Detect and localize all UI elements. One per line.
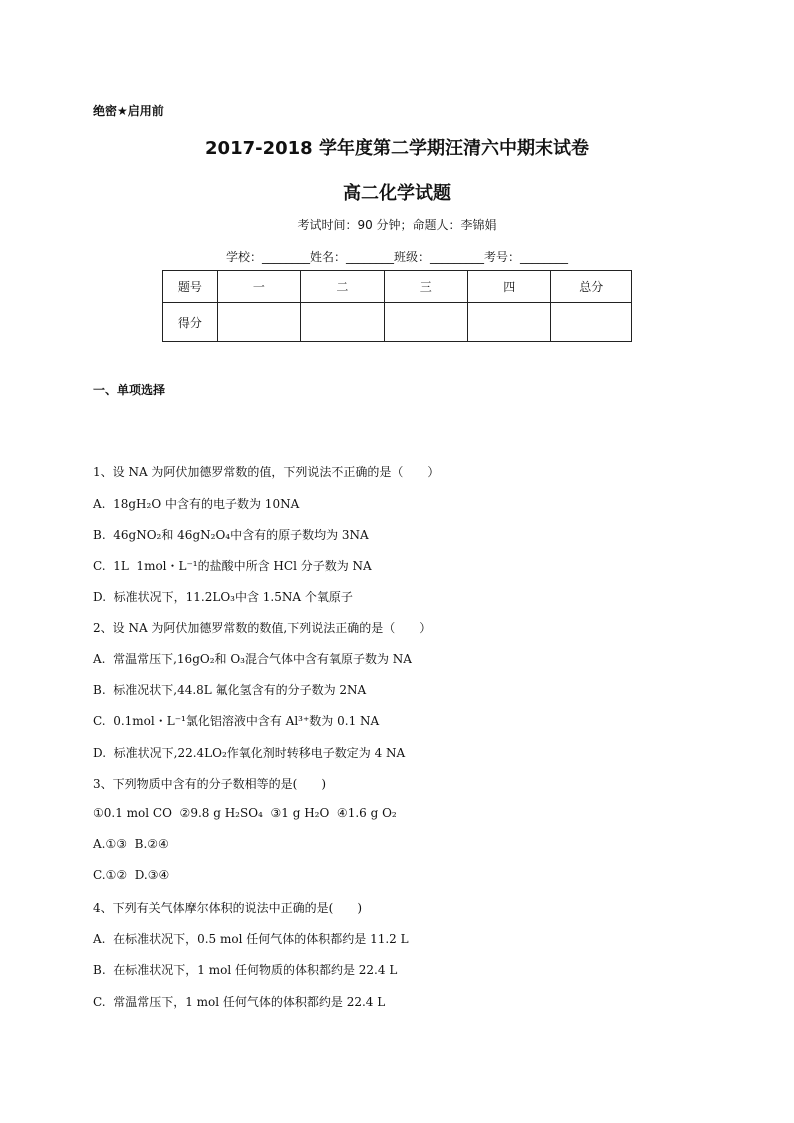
score-cell xyxy=(551,303,632,342)
question-line: B. 在标准状况下，1 mol 任何物质的体积都约是 22.4 L xyxy=(93,963,398,977)
question-line: C. 0.1mol・L⁻¹氯化铝溶液中含有 Al³⁺数为 0.1 NA xyxy=(93,714,380,728)
score-cell xyxy=(468,303,551,342)
score-header-cell: 总分 xyxy=(551,271,632,303)
question-line: D. 标准状况下，11.2LO₃中含 1.5NA 个氧原子 xyxy=(93,590,353,604)
score-header-cell: 题号 xyxy=(163,271,218,303)
question-line: C. 常温常压下，1 mol 任何气体的体积都约是 22.4 L xyxy=(93,995,386,1009)
score-header-cell: 一 xyxy=(217,271,300,303)
question-line: 1、设 NA 为阿伏加德罗常数的值，下列说法不正确的是（ ） xyxy=(93,465,440,479)
score-header-cell: 二 xyxy=(301,271,384,303)
score-header-cell: 三 xyxy=(384,271,467,303)
score-header-cell: 四 xyxy=(468,271,551,303)
question-line: C.①② D.③④ xyxy=(93,868,170,882)
score-table-header-row xyxy=(163,271,632,303)
question-line: 2、设 NA 为阿伏加德罗常数的数值,下列说法正确的是（ ） xyxy=(93,621,432,635)
exam-title: 2017-2018 学年度第二学期汪清六中期末试卷 xyxy=(205,138,589,159)
student-info-fields: 学校：________姓名：________班级：_________考号：________ xyxy=(225,250,568,264)
score-cell xyxy=(301,303,384,342)
question-line: B. 46gNO₂和 46gN₂O₄中含有的原子数均为 3NA xyxy=(93,528,369,542)
question-line: A. 常温常压下,16gO₂和 O₃混合气体中含有氧原子数为 NA xyxy=(93,652,412,666)
question-line: A. 18gH₂O 中含有的电子数为 10NA xyxy=(93,497,300,511)
question-line: 3、下列物质中含有的分子数相等的是( ) xyxy=(93,777,326,791)
score-table xyxy=(162,270,632,342)
question-line: ①0.1 mol CO ②9.8 g H₂SO₄ ③1 g H₂O ④1.6 g O₂ xyxy=(93,806,397,820)
score-cell xyxy=(384,303,467,342)
score-row-label: 得分 xyxy=(163,303,218,342)
question-line: C. 1L 1mol・L⁻¹的盐酸中所含 HCl 分子数为 NA xyxy=(93,559,372,573)
question-line: B. 标准况状下,44.8L 氟化氢含有的分子数为 2NA xyxy=(93,683,367,697)
question-line: A.①③ B.②④ xyxy=(93,837,169,851)
score-table-score-row xyxy=(163,303,632,342)
section-title: 一、单项选择 xyxy=(93,383,166,397)
exam-subtitle: 高二化学试题 xyxy=(343,183,451,204)
exam-info: 考试时间：90 分钟；命题人：李锦娟 xyxy=(297,218,497,232)
confidential-label: 绝密★启用前 xyxy=(93,104,164,118)
question-line: 4、下列有关气体摩尔体积的说法中正确的是( ) xyxy=(93,901,362,915)
question-line: D. 标准状况下,22.4LO₂作氧化剂时转移电子数定为 4 NA xyxy=(93,746,406,760)
question-line: A. 在标准状况下，0.5 mol 任何气体的体积都约是 11.2 L xyxy=(93,932,409,946)
score-cell xyxy=(217,303,300,342)
